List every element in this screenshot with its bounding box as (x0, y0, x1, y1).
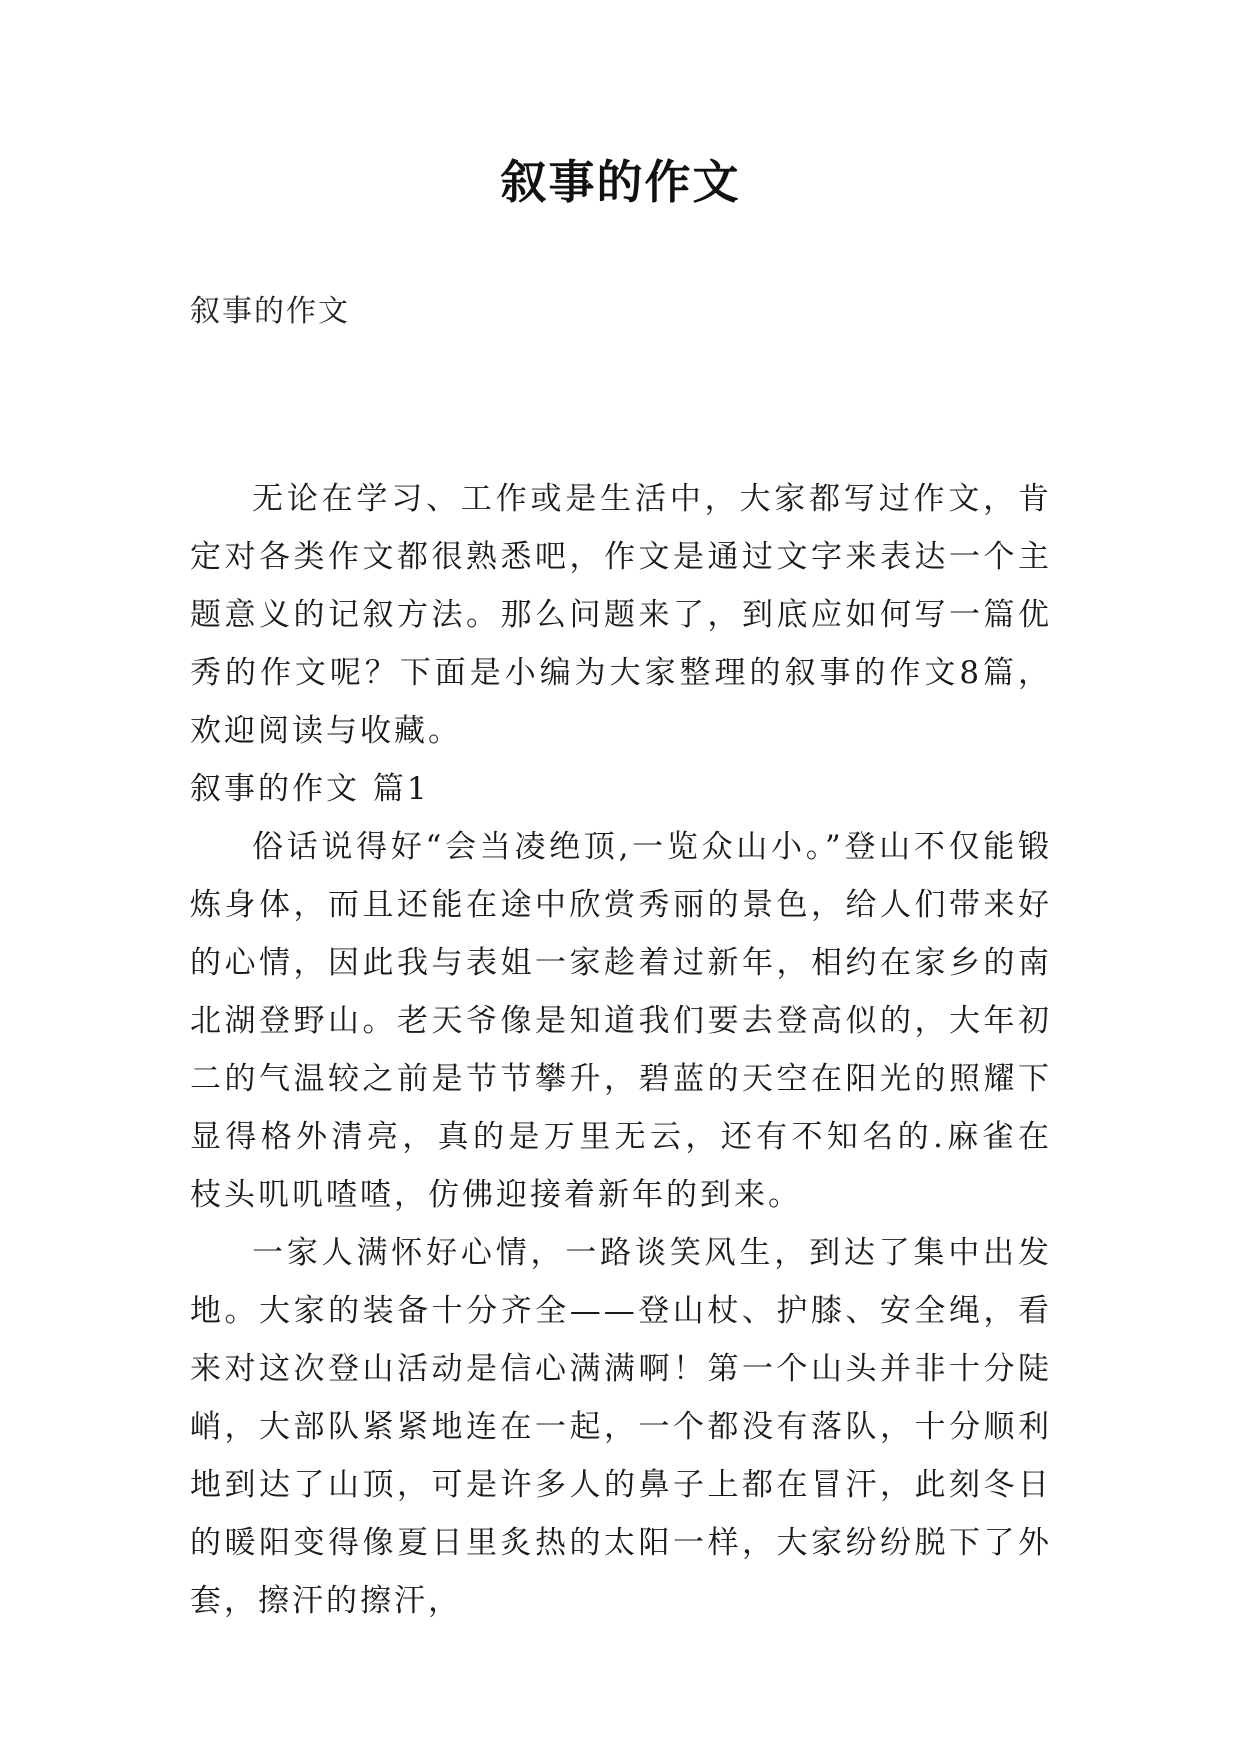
document-title: 叙事的作文 (500, 155, 741, 209)
document-subtitle: 叙事的作文 (190, 294, 350, 329)
body-paragraph: 一家人满怀好心情，一路谈笑风生，到达了集中出发地。大家的装备十分齐全——登山杖、护膝、安全绳，看来对这次登山活动是信心满满啊！第一个山头并非十分陡峭，大部队紧紧地连在一起，一个都没有落队，十分顺利地到达了山顶，可是许多人的鼻子上都在冒汗，此刻冬日的暖阳变得像夏日里炙热的太阳一样，大家纷纷脱下了外套，擦汗的擦汗， (190, 1235, 1052, 1619)
intro-paragraph: 无论在学习、工作或是生活中，大家都写过作文，肯定对各类作文都很熟悉吧，作文是通过文字来表达一个主题意义的记叙方法。那么问题来了，到底应如何写一篇优秀的作文呢？下面是小编为大家整理的叙事的作文8篇，欢迎阅读与收藏。 (190, 481, 1052, 749)
section-heading: 叙事的作文 篇1 (190, 771, 430, 807)
body-paragraph: 俗话说得好“会当凌绝顶,一览众山小。”登山不仅能锻炼身体，而且还能在途中欣赏秀丽的景色，给人们带来好的心情，因此我与表姐一家趁着过新年，相约在家乡的南北湖登野山。老天爷像是知道我们要去登高似的，大年初二的气温较之前是节节攀升，碧蓝的天空在阳光的照耀下显得格外清亮，真的是万里无云，还有不知名的.麻雀在枝头叽叽喳喳，仿佛迎接着新年的到来。 (190, 829, 1052, 1213)
document-body (190, 470, 1052, 1630)
